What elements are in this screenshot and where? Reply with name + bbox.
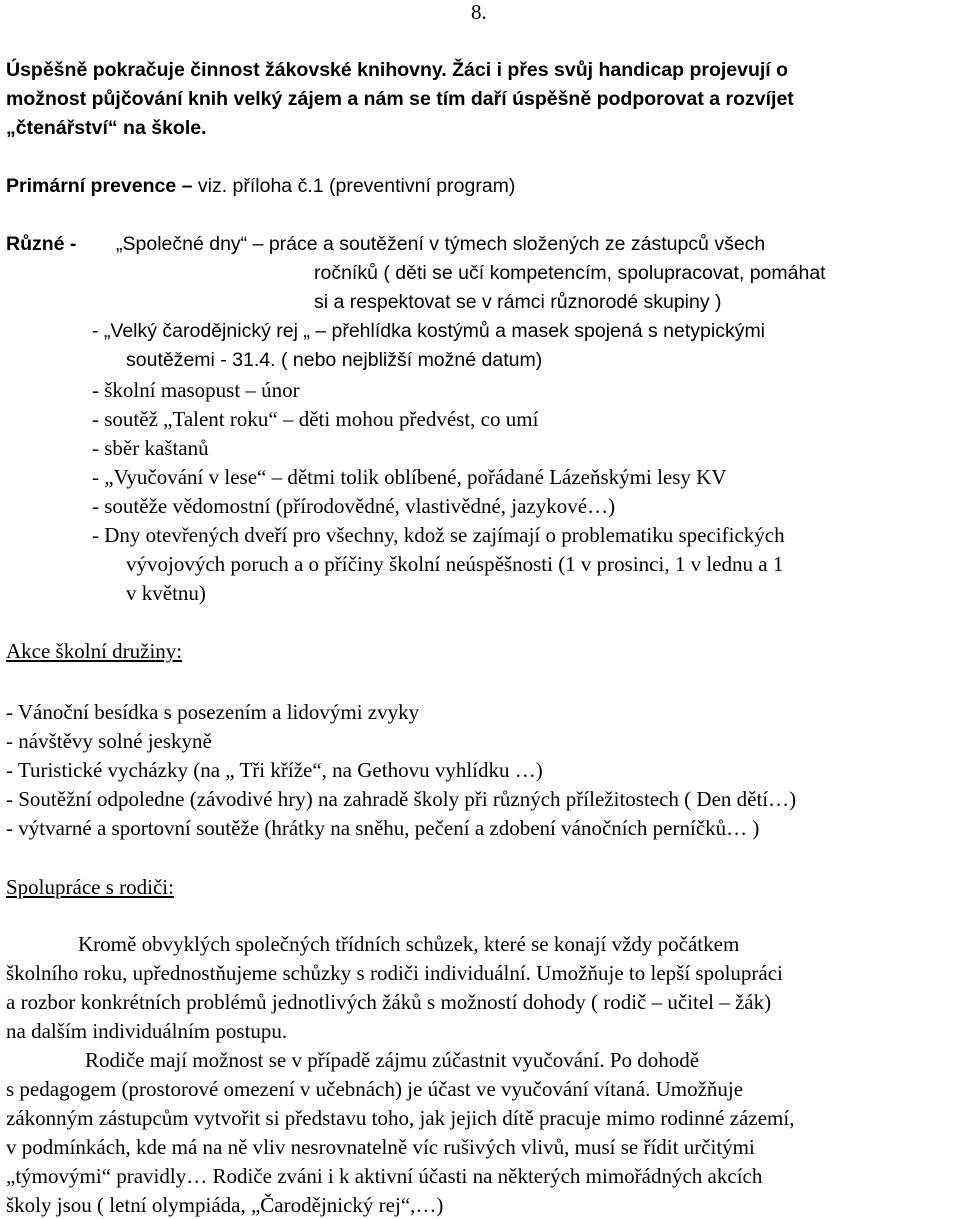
spoluprace-line-9: „týmovými“ pravidly… Rodiče zváni i k aktivní účasti na některých mimořádných akcích <box>6 1164 763 1188</box>
ruzne-line-10: - soutěže vědomostní (přírodovědné, vlastivědné, jazykové…) <box>92 494 616 518</box>
ruzne-line-2: ročníků ( děti se učí kompetencím, spolupracovat, pomáhat <box>314 262 826 284</box>
intro-line-3: „čtenářství“ na škole. <box>6 117 207 139</box>
akce-item-4: - Soutěžní odpoledne (závodivé hry) na zahradě školy při různých příležitostech ( Den dětí…) <box>6 787 797 811</box>
ruzne-line-6: - školní masopust – únor <box>92 378 300 402</box>
intro-line-1: Úspěšně pokračuje činnost žákovské knihovny. Žáci i přes svůj handicap projevují o <box>6 59 789 81</box>
ruzne-line-13: v květnu) <box>126 581 206 605</box>
spoluprace-line-4: na dalším individuálním postupu. <box>6 1019 288 1043</box>
spoluprace-heading: Spolupráce s rodiči: <box>6 875 174 899</box>
spoluprace-line-10: školy jsou ( letní olympiáda, „Čarodějnický rej“,…) <box>6 1193 444 1217</box>
spoluprace-line-7: zákonným zástupcům vytvořit si představu toho, jak jejich dítě pracuje mimo rodinné zázemí, <box>6 1106 795 1130</box>
primary-prevention-text: viz. příloha č.1 (preventivní program) <box>192 175 516 197</box>
ruzne-line-11: - Dny otevřených dveří pro všechny, kdož se zajímají o problematiku specifických <box>92 523 785 547</box>
ruzne-line-1: „Společné dny“ – práce a soutěžení v týmech složených ze zástupců všech <box>116 233 766 255</box>
akce-item-3: - Turistické vycházky (na „ Tři kříže“, na Gethovu vyhlídku …) <box>6 758 543 782</box>
ruzne-line-5: soutěžemi - 31.4. ( nebo nejbližší možné datum) <box>126 349 543 371</box>
ruzne-line-9: - „Vyučování v lese“ – dětmi tolik oblíbené, pořádané Lázeňskými lesy KV <box>92 465 727 489</box>
ruzne-line-12: vývojových poruch a o příčiny školní neúspěšnosti (1 v prosinci, 1 v lednu a 1 <box>126 552 784 576</box>
spoluprace-line-2: školního roku, upřednostňujeme schůzky s rodiči individuální. Umožňuje to lepší spolupráci <box>6 961 783 985</box>
spoluprace-line-8: v podmínkách, kde má na ně vliv nesrovnatelně víc rušivých vlivů, musí se řídit určitými <box>6 1135 755 1159</box>
akce-item-2: - návštěvy solné jeskyně <box>6 729 212 753</box>
spoluprace-line-5: Rodiče mají možnost se v případě zájmu zúčastnit vyučování. Po dohodě <box>85 1048 700 1072</box>
ruzne-label: Různé - <box>6 233 77 255</box>
primary-prevention <box>6 172 515 200</box>
akce-item-1: - Vánoční besídka s posezením a lidovými zvyky <box>6 700 420 724</box>
ruzne-line-8: - sběr kaštanů <box>92 436 209 460</box>
akce-heading: Akce školní družiny: <box>6 639 183 663</box>
ruzne-line-7: - soutěž „Talent roku“ – děti mohou předvést, co umí <box>92 407 539 431</box>
intro-line-2: možnost půjčování knih velký zájem a nám se tím daří úspěšně podporovat a rozvíjet <box>6 88 794 110</box>
ruzne-line-4: - „Velký čarodějnický rej „ – přehlídka kostýmů a masek spojená s netypickými <box>92 320 766 342</box>
spoluprace-line-3: a rozbor konkrétních problémů jednotlivých žáků s možností dohody ( rodič – učitel – žák) <box>6 990 772 1014</box>
spoluprace-line-1: Kromě obvyklých společných třídních schůzek, které se konají vždy počátkem <box>78 932 740 956</box>
akce-item-5: - výtvarné a sportovní soutěže (hrátky na sněhu, pečení a zdobení vánočních perníčků… ) <box>6 816 760 840</box>
primary-prevention-label: Primární prevence – <box>6 175 193 197</box>
spoluprace-line-6: s pedagogem (prostorové omezení v učebnách) je účast ve vyučování vítaná. Umožňuje <box>6 1077 744 1101</box>
page-number: 8. <box>471 0 487 24</box>
ruzne-line-3: si a respektovat se v rámci různorodé skupiny ) <box>314 291 722 313</box>
